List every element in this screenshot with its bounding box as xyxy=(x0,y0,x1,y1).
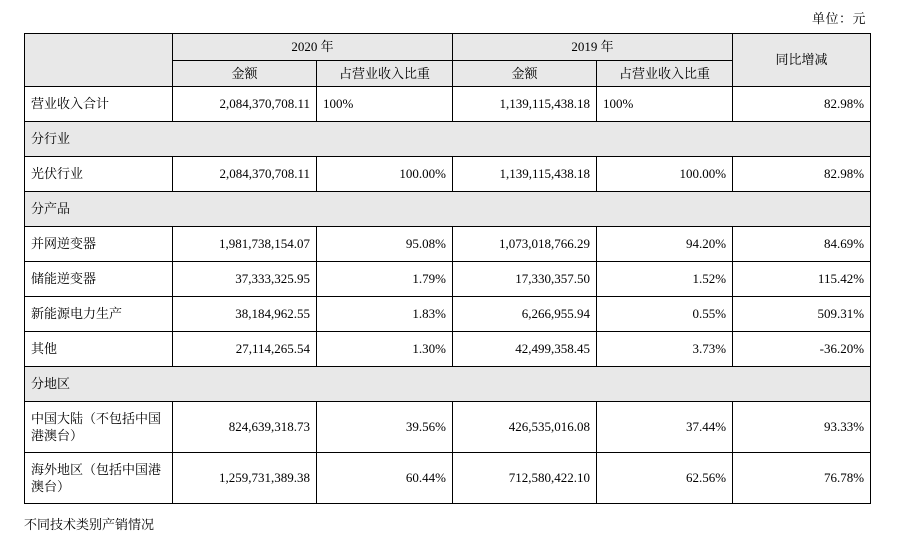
cell-ratio-2020: 39.56% xyxy=(317,402,453,453)
cell-amount-2019: 1,139,115,438.18 xyxy=(453,157,597,192)
table-section-row xyxy=(25,192,871,227)
header-amount-2019: 金额 xyxy=(453,60,597,87)
table-row xyxy=(25,402,871,453)
section-label: 分产品 xyxy=(25,192,871,227)
cell-yoy: 509.31% xyxy=(733,297,871,332)
header-year-2020: 2020 年 xyxy=(173,34,453,61)
cell-amount-2019: 1,073,018,766.29 xyxy=(453,227,597,262)
table-row xyxy=(25,262,871,297)
row-label: 新能源电力生产 xyxy=(25,297,173,332)
table-row xyxy=(25,157,871,192)
row-label: 光伏行业 xyxy=(25,157,173,192)
cell-amount-2019: 42,499,358.45 xyxy=(453,332,597,367)
cell-amount-2019: 17,330,357.50 xyxy=(453,262,597,297)
cell-amount-2020: 2,084,370,708.11 xyxy=(173,157,317,192)
cell-amount-2020: 1,259,731,389.38 xyxy=(173,453,317,504)
cell-ratio-2020: 60.44% xyxy=(317,453,453,504)
table-row xyxy=(25,453,871,504)
row-label: 并网逆变器 xyxy=(25,227,173,262)
cell-amount-2019: 1,139,115,438.18 xyxy=(453,87,597,122)
cell-amount-2020: 37,333,325.95 xyxy=(173,262,317,297)
cell-ratio-2020: 1.83% xyxy=(317,297,453,332)
table-header xyxy=(25,34,871,87)
cell-ratio-2019: 1.52% xyxy=(597,262,733,297)
cell-ratio-2019: 37.44% xyxy=(597,402,733,453)
row-label: 营业收入合计 xyxy=(25,87,173,122)
header-yoy-change: 同比增减 xyxy=(733,34,871,87)
table-footnote: 不同技术类别产销情况 xyxy=(24,517,155,533)
cell-amount-2020: 1,981,738,154.07 xyxy=(173,227,317,262)
table-row xyxy=(25,332,871,367)
header-amount-2020: 金额 xyxy=(173,60,317,87)
header-year-2019: 2019 年 xyxy=(453,34,733,61)
cell-amount-2019: 426,535,016.08 xyxy=(453,402,597,453)
cell-ratio-2019: 94.20% xyxy=(597,227,733,262)
header-corner-blank xyxy=(25,34,173,87)
cell-ratio-2019: 100% xyxy=(597,87,733,122)
cell-yoy: -36.20% xyxy=(733,332,871,367)
table-row xyxy=(25,87,871,122)
cell-yoy: 84.69% xyxy=(733,227,871,262)
cell-amount-2020: 27,114,265.54 xyxy=(173,332,317,367)
row-label: 海外地区（包括中国港澳台） xyxy=(25,453,173,504)
row-label: 储能逆变器 xyxy=(25,262,173,297)
cell-ratio-2020: 1.79% xyxy=(317,262,453,297)
table-section-row xyxy=(25,122,871,157)
cell-ratio-2019: 100.00% xyxy=(597,157,733,192)
cell-ratio-2020: 95.08% xyxy=(317,227,453,262)
cell-yoy: 76.78% xyxy=(733,453,871,504)
table-row xyxy=(25,227,871,262)
table-body xyxy=(25,87,871,504)
cell-yoy: 82.98% xyxy=(733,157,871,192)
cell-amount-2019: 6,266,955.94 xyxy=(453,297,597,332)
cell-ratio-2019: 62.56% xyxy=(597,453,733,504)
row-label: 中国大陆（不包括中国港澳台） xyxy=(25,402,173,453)
cell-amount-2020: 38,184,962.55 xyxy=(173,297,317,332)
header-row-years xyxy=(25,34,871,61)
table-section-row xyxy=(25,367,871,402)
cell-ratio-2019: 3.73% xyxy=(597,332,733,367)
cell-ratio-2020: 1.30% xyxy=(317,332,453,367)
revenue-breakdown-table xyxy=(24,33,871,504)
section-label: 分地区 xyxy=(25,367,871,402)
table-row xyxy=(25,297,871,332)
header-ratio-2020: 占营业收入比重 xyxy=(317,60,453,87)
header-ratio-2019: 占营业收入比重 xyxy=(597,60,733,87)
cell-amount-2020: 824,639,318.73 xyxy=(173,402,317,453)
cell-ratio-2019: 0.55% xyxy=(597,297,733,332)
row-label: 其他 xyxy=(25,332,173,367)
section-label: 分行业 xyxy=(25,122,871,157)
cell-amount-2019: 712,580,422.10 xyxy=(453,453,597,504)
cell-ratio-2020: 100.00% xyxy=(317,157,453,192)
cell-amount-2020: 2,084,370,708.11 xyxy=(173,87,317,122)
cell-yoy: 115.42% xyxy=(733,262,871,297)
unit-label: 单位：元 xyxy=(811,11,866,26)
cell-ratio-2020: 100% xyxy=(317,87,453,122)
cell-yoy: 82.98% xyxy=(733,87,871,122)
cell-yoy: 93.33% xyxy=(733,402,871,453)
